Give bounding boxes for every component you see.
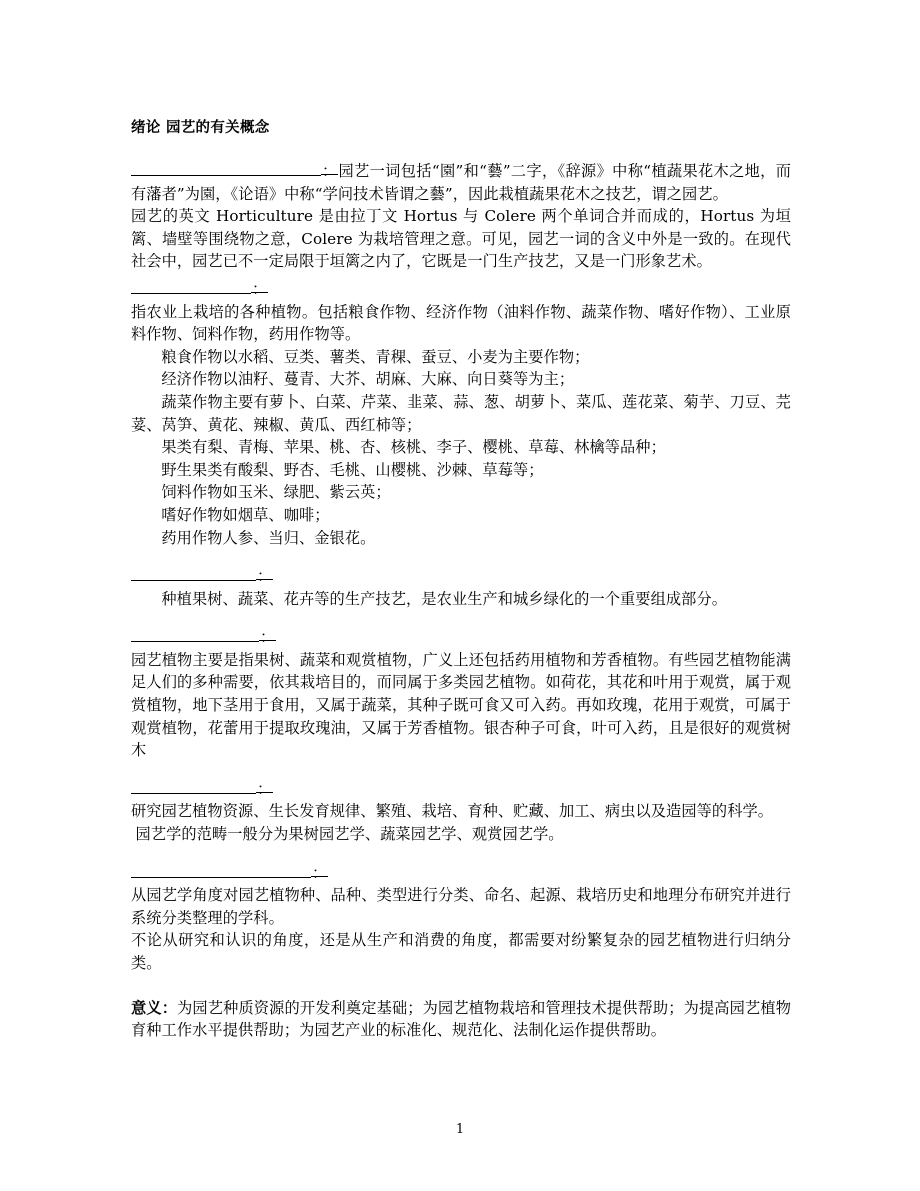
blank-colon: ： <box>252 279 268 298</box>
section-blank-line <box>131 565 791 588</box>
section-horticulture-definition <box>131 160 791 273</box>
fill-in-blank[interactable] <box>131 779 256 794</box>
section-blank-line <box>131 278 791 301</box>
list-item: 经济作物以油籽、蔓青、大芥、胡麻、大麻、向日葵等为主； <box>161 370 575 389</box>
blank-colon: ： <box>312 863 328 882</box>
paragraph: 研究园艺植物资源、生长发育规律、繁殖、栽培、育种、贮藏、加工、病虫以及造园等的科学。 <box>131 802 774 821</box>
blank-colon: ： <box>322 162 338 180</box>
significance-text: 为园艺种质资源的开发利奠定基础；为园艺植物栽培和管理技术提供帮助；为提高园艺植物育种工作水平提供帮助；为园艺产业的标准化、规范化、法制化运作提供帮助。 <box>131 998 791 1040</box>
list-item: 嗜好作物如烟草、咖啡； <box>161 505 330 524</box>
fill-in-blank[interactable] <box>131 627 259 642</box>
list-item: 蔬菜作物主要有萝卜、白菜、芹菜、韭菜、蒜、葱、胡萝卜、菜瓜、莲花菜、菊芋、刀豆、芫荽、莴笋、黄花、辣椒、黄瓜、西红柿等； <box>131 392 791 434</box>
section-blank-line <box>131 862 791 885</box>
list-item: 野生果类有酸梨、野杏、毛桃、山樱桃、沙棘、草莓等； <box>161 460 544 479</box>
list-item: 药用作物人参、当归、金银花。 <box>161 528 376 547</box>
significance-paragraph <box>131 997 791 1042</box>
spacer <box>131 846 791 862</box>
paragraph: 种植果树、蔬菜、花卉等的生产技艺，是农业生产和城乡绿化的一个重要组成部分。 <box>161 589 728 608</box>
section-blank-line <box>131 778 791 801</box>
paragraph: 园艺植物主要是指果树、蔬菜和观赏植物，广义上还包括药用植物和芳香植物。有些园艺植物能满足人们的多种需要，依其栽培目的，而同属于多类园艺植物。如荷花，其花和叶用于观赏，属于观赏植物，地下茎用于食用，又属于蔬菜，其种子既可食又可入药。再如玫瑰，花用于观赏，可属于观赏植物，花蕾用于提取玫瑰油，又属于芳香植物。银杏种子可食，叶可入药，且是很好的观赏树木 <box>131 650 791 760</box>
list-item: 饲料作物如玉米、绿肥、紫云英； <box>161 483 391 502</box>
spacer <box>131 610 791 626</box>
page-number: 1 <box>455 1122 465 1137</box>
list-item: 果类有梨、青梅、苹果、桃、杏、核桃、李子、樱桃、草莓、林檎等品种； <box>161 438 666 457</box>
spacer <box>131 549 791 565</box>
section-horticultural-science <box>131 778 791 846</box>
section-crop-plants <box>131 278 791 549</box>
spacer <box>131 762 791 778</box>
fill-in-blank[interactable] <box>131 161 321 176</box>
paragraph: 不论从研究和认识的角度，还是从生产和消费的角度，都需要对纷繁复杂的园艺植物进行归纳分类。 <box>131 931 791 972</box>
document-body <box>131 118 791 1042</box>
blank-colon: ： <box>260 628 276 647</box>
significance-label: 意义 <box>131 998 162 1017</box>
section-blank-line <box>131 160 791 205</box>
section-horticultural-taxonomy <box>131 862 791 975</box>
fill-in-blank[interactable] <box>131 566 256 581</box>
fill-in-blank[interactable] <box>131 279 251 294</box>
spacer <box>131 975 791 997</box>
blank-colon: ： <box>257 567 273 586</box>
section-lead-text: 园艺一词包括“園”和“藝”二字，《辞源》中称“植蔬果花木之地，而有藩者”为園，《论语》中称“学问技术皆谓之藝”，因此栽植蔬果花木之技艺，谓之园艺。 <box>131 162 791 203</box>
significance-colon: ： <box>161 998 178 1017</box>
fill-in-blank[interactable] <box>131 863 311 878</box>
list-item: 粮食作物以水稻、豆类、薯类、青稞、蚕豆、小麦为主要作物； <box>161 347 590 366</box>
section-horticultural-plants <box>131 626 791 762</box>
blank-colon: ： <box>257 779 273 798</box>
paragraph: 园艺学的范畴一般分为果树园艺学、蔬菜园艺学、观赏园艺学。 <box>135 825 564 844</box>
paragraph: 指农业上栽培的各种植物。包括粮食作物、经济作物（油料作物、蔬菜作物、嗜好作物）、工业原料作物、饲料作物，药用作物等。 <box>131 302 791 344</box>
page-title: 绪论 园艺的有关概念 <box>131 120 270 136</box>
paragraph: 从园艺学角度对园艺植物种、品种、类型进行分类、命名、起源、栽培历史和地理分布研究并进行系统分类整理的学科。 <box>131 886 791 927</box>
paragraph: 园艺的英文 Horticulture 是由拉丁文 Hortus 与 Colere 两个单词合并而成的，Hortus 为垣篱、墙壁等围绕物之意，Colere 为栽培管理之意。可见，园艺一词的含义中外是一致的。在现代社会中，园艺已不一定局限于垣篱之内了，它既是一门生产技艺，又是一门形象艺术。 <box>131 207 791 271</box>
section-horticulture-production <box>131 565 791 610</box>
section-blank-line <box>131 626 791 649</box>
